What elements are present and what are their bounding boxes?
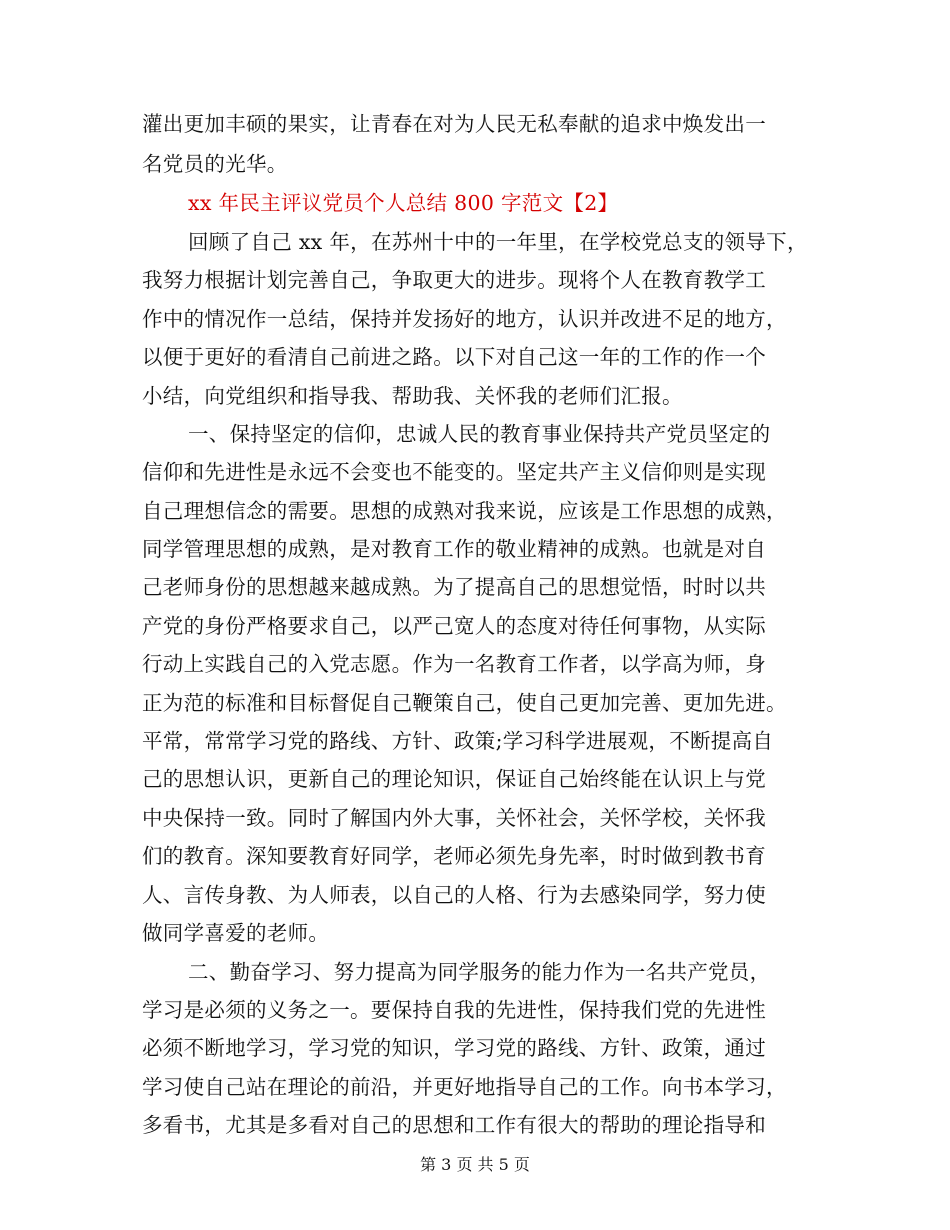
paragraph-line: 以便于更好的看清自己前进之路。以下对自己这一年的工作的作一个 [142, 345, 766, 369]
paragraph-line: 多看书，尤其是多看对自己的思想和工作有很大的帮助的理论指导和 [142, 1113, 766, 1137]
page-number-footer: 第 3 页 共 5 页 [420, 1155, 530, 1174]
paragraph-line: 一、保持坚定的信仰，忠诚人民的教育事业保持共产党员坚定的 [188, 422, 771, 446]
paragraph-line: 学习使自己站在理论的前沿，并更好地指导自己的工作。向书本学习， [142, 1075, 787, 1099]
paragraph-line: 回顾了自己 xx 年，在苏州十中的一年里，在学校党总支的领导下， [188, 230, 808, 254]
paragraph-line: 必须不断地学习，学习党的知识，学习党的路线、方针、政策，通过 [142, 1036, 766, 1060]
paragraph-line: 己老师身份的思想越来越成熟。为了提高自己的思想觉悟，时时以共 [142, 575, 766, 599]
paragraph-line: 二、勤奋学习、努力提高为同学服务的能力作为一名共产党员， [188, 960, 771, 984]
paragraph-line: 中央保持一致。同时了解国内外大事，关怀社会，关怀学校，关怀我 [142, 806, 766, 830]
paragraph-line: 学习是必须的义务之一。要保持自我的先进性，保持我们党的先进性 [142, 998, 766, 1022]
paragraph-line: 自己理想信念的需要。思想的成熟对我来说，应该是工作思想的成熟， [142, 499, 787, 523]
paragraph-line: 行动上实践自己的入党志愿。作为一名教育工作者，以学高为师，身 [142, 652, 766, 676]
paragraph-line: 人、言传身教、为人师表，以自己的人格、行为去感染同学，努力使 [142, 883, 766, 907]
paragraph-line: 己的思想认识，更新自己的理论知识，保证自己始终能在认识上与党 [142, 767, 766, 791]
paragraph-line: 我努力根据计划完善自己，争取更大的进步。现将个人在教育教学工 [142, 268, 766, 292]
paragraph-line: 们的教育。深知要教育好同学，老师必须先身先率，时时做到教书育 [142, 844, 766, 868]
paragraph-line: 平常，常常学习党的路线、方针、政策;学习科学进展观，不断提高自 [142, 729, 774, 753]
paragraph-line: 小结，向党组织和指导我、帮助我、关怀我的老师们汇报。 [142, 384, 683, 408]
paragraph-line: 做同学喜爱的老师。 [142, 921, 330, 945]
paragraph-line: 产党的身份严格要求自己，以严己宽人的态度对待任何事物，从实际 [142, 614, 766, 638]
paragraph-line: 同学管理思想的成熟，是对教育工作的敬业精神的成熟。也就是对自 [142, 537, 766, 561]
paragraph-line: 作中的情况作一总结，保持并发扬好的地方，认识并改进不足的地方， [142, 307, 787, 331]
paragraph-line: 信仰和先进性是永远不会变也不能变的。坚定共产主义信仰则是实现 [142, 460, 766, 484]
paragraph-line: 名党员的光华。 [142, 152, 288, 176]
paragraph-line: 正为范的标准和目标督促自己鞭策自己，使自己更加完善、更加先进。 [142, 691, 787, 715]
section-heading: xx 年民主评议党员个人总结 800 字范文【2】 [188, 191, 619, 215]
paragraph-line: 灌出更加丰硕的果实，让青春在对为人民无私奉献的追求中焕发出一 [142, 112, 766, 136]
